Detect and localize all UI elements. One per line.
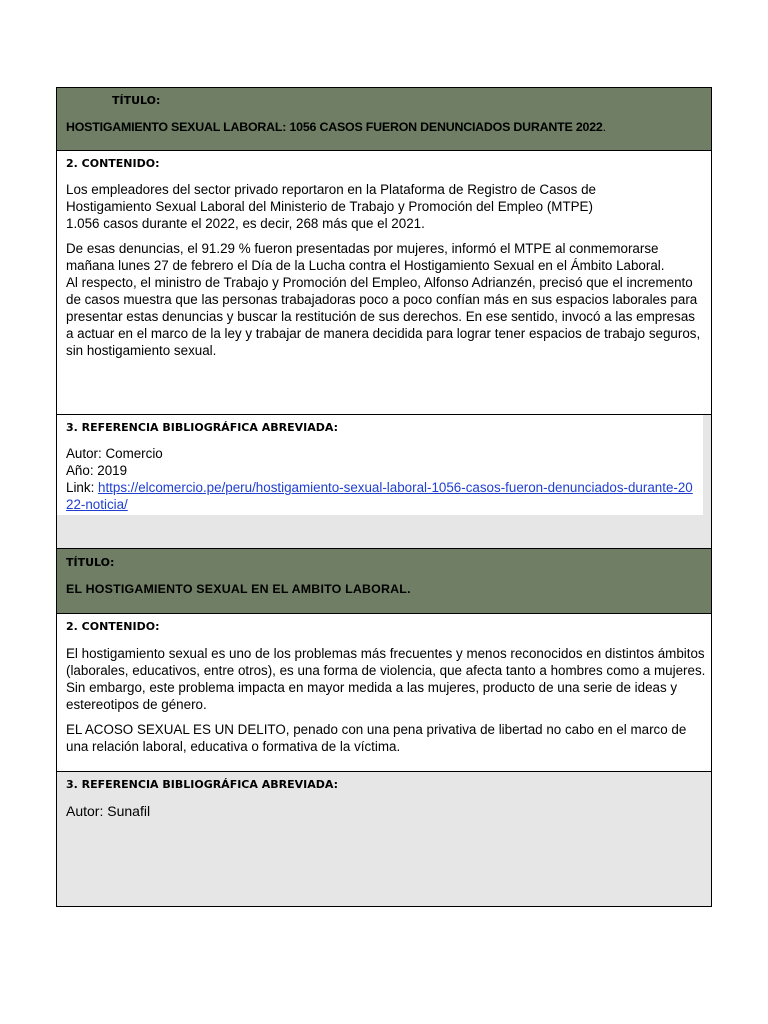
entry-2-content-label: 2. CONTENIDO: [66, 620, 160, 633]
entry-2-paragraph-1: El hostigamiento sexual es uno de los problemas más frecuentes y menos reconocidos en distintos ámbitos (laborales, educativos, entre otros), es una forma de violencia, que afecta tanto a hombres como a mujeres. Sin embargo, este problema impacta en mayor medida a las mujeres, producto de una serie de ideas y estereotipos de género. [66, 646, 706, 712]
entry-1-reference-cell [57, 415, 711, 549]
entry-1-paragraph-2: De esas denuncias, el 91.29 % fueron presentadas por mujeres, informó el MTPE al conmemorarse mañana lunes 27 de febrero el Día de la Lucha contra el Hostigamiento Sexual en el Ámbito Laboral. [66, 241, 665, 273]
entry-1-content [66, 181, 706, 359]
entry-1-title-label: TÍTULO: [112, 94, 161, 107]
entry-1-year: Año: 2019 [66, 463, 128, 478]
entry-2-title-cell [57, 549, 711, 614]
entry-2-content-cell [57, 614, 711, 772]
entry-2-table [56, 548, 712, 907]
entry-1-reference-label: 3. REFERENCIA BIBLIOGRÁFICA ABREVIADA: [66, 421, 338, 434]
entry-2-reference-label: 3. REFERENCIA BIBLIOGRÁFICA ABREVIADA: [66, 778, 338, 791]
entry-1-link-line: Link: https://elcomercio.pe/peru/hostigamiento-sexual-laboral-1056-casos-fueron-denunciados-durante-2022-noticia/ [66, 480, 693, 512]
entry-1-title: HOSTIGAMIENTO SEXUAL LABORAL: 1056 CASOS FUERON DENUNCIADOS DURANTE 2022. [66, 120, 606, 134]
entry-2-title: EL HOSTIGAMIENTO SEXUAL EN EL AMBITO LABORAL. [66, 582, 411, 596]
entry-1-content-cell [57, 151, 711, 415]
entry-1-title-cell [57, 88, 711, 151]
entry-2-paragraph-2: EL ACOSO SEXUAL ES UN DELITO, penado con una pena privativa de libertad no cabo en el marco de una relación laboral, educativa o formativa de la víctima. [66, 722, 687, 754]
entry-2-reference-cell [57, 772, 711, 906]
entry-2-author: Autor: Sunafil [66, 803, 151, 819]
entry-1-author: Autor: Comercio [66, 446, 163, 461]
entry-1-content-label: 2. CONTENIDO: [66, 157, 160, 170]
entry-2-content [66, 645, 706, 755]
entry-1-paragraph-1: Los empleadores del sector privado reportaron en la Plataforma de Registro de Casos de Hostigamiento Sexual Laboral del Ministerio de Trabajo y Promoción del Empleo (MTPE) 1.056 casos durante el 2022, es decir, 268 más que el 2021. [66, 182, 596, 231]
entry-1-source-link[interactable]: https://elcomercio.pe/peru/hostigamiento-sexual-laboral-1056-casos-fueron-denunciados-durante-2022-noticia/ [66, 480, 693, 512]
entry-1-table [56, 87, 712, 550]
entry-1-reference [66, 445, 696, 513]
entry-1-paragraph-3: Al respecto, el ministro de Trabajo y Promoción del Empleo, Alfonso Adrianzén, precisó que el incremento de casos muestra que las personas trabajadoras poco a poco confían más en sus espacios laborales para presentar estas denuncias y buscar la restitución de sus derechos. En ese sentido, invocó a las empresas a actuar en el marco de la ley y trabajar de manera decidida para lograr tener espacios de trabajo seguros, sin hostigamiento sexual. [66, 275, 701, 358]
entry-2-title-label: TÍTULO: [66, 556, 115, 569]
